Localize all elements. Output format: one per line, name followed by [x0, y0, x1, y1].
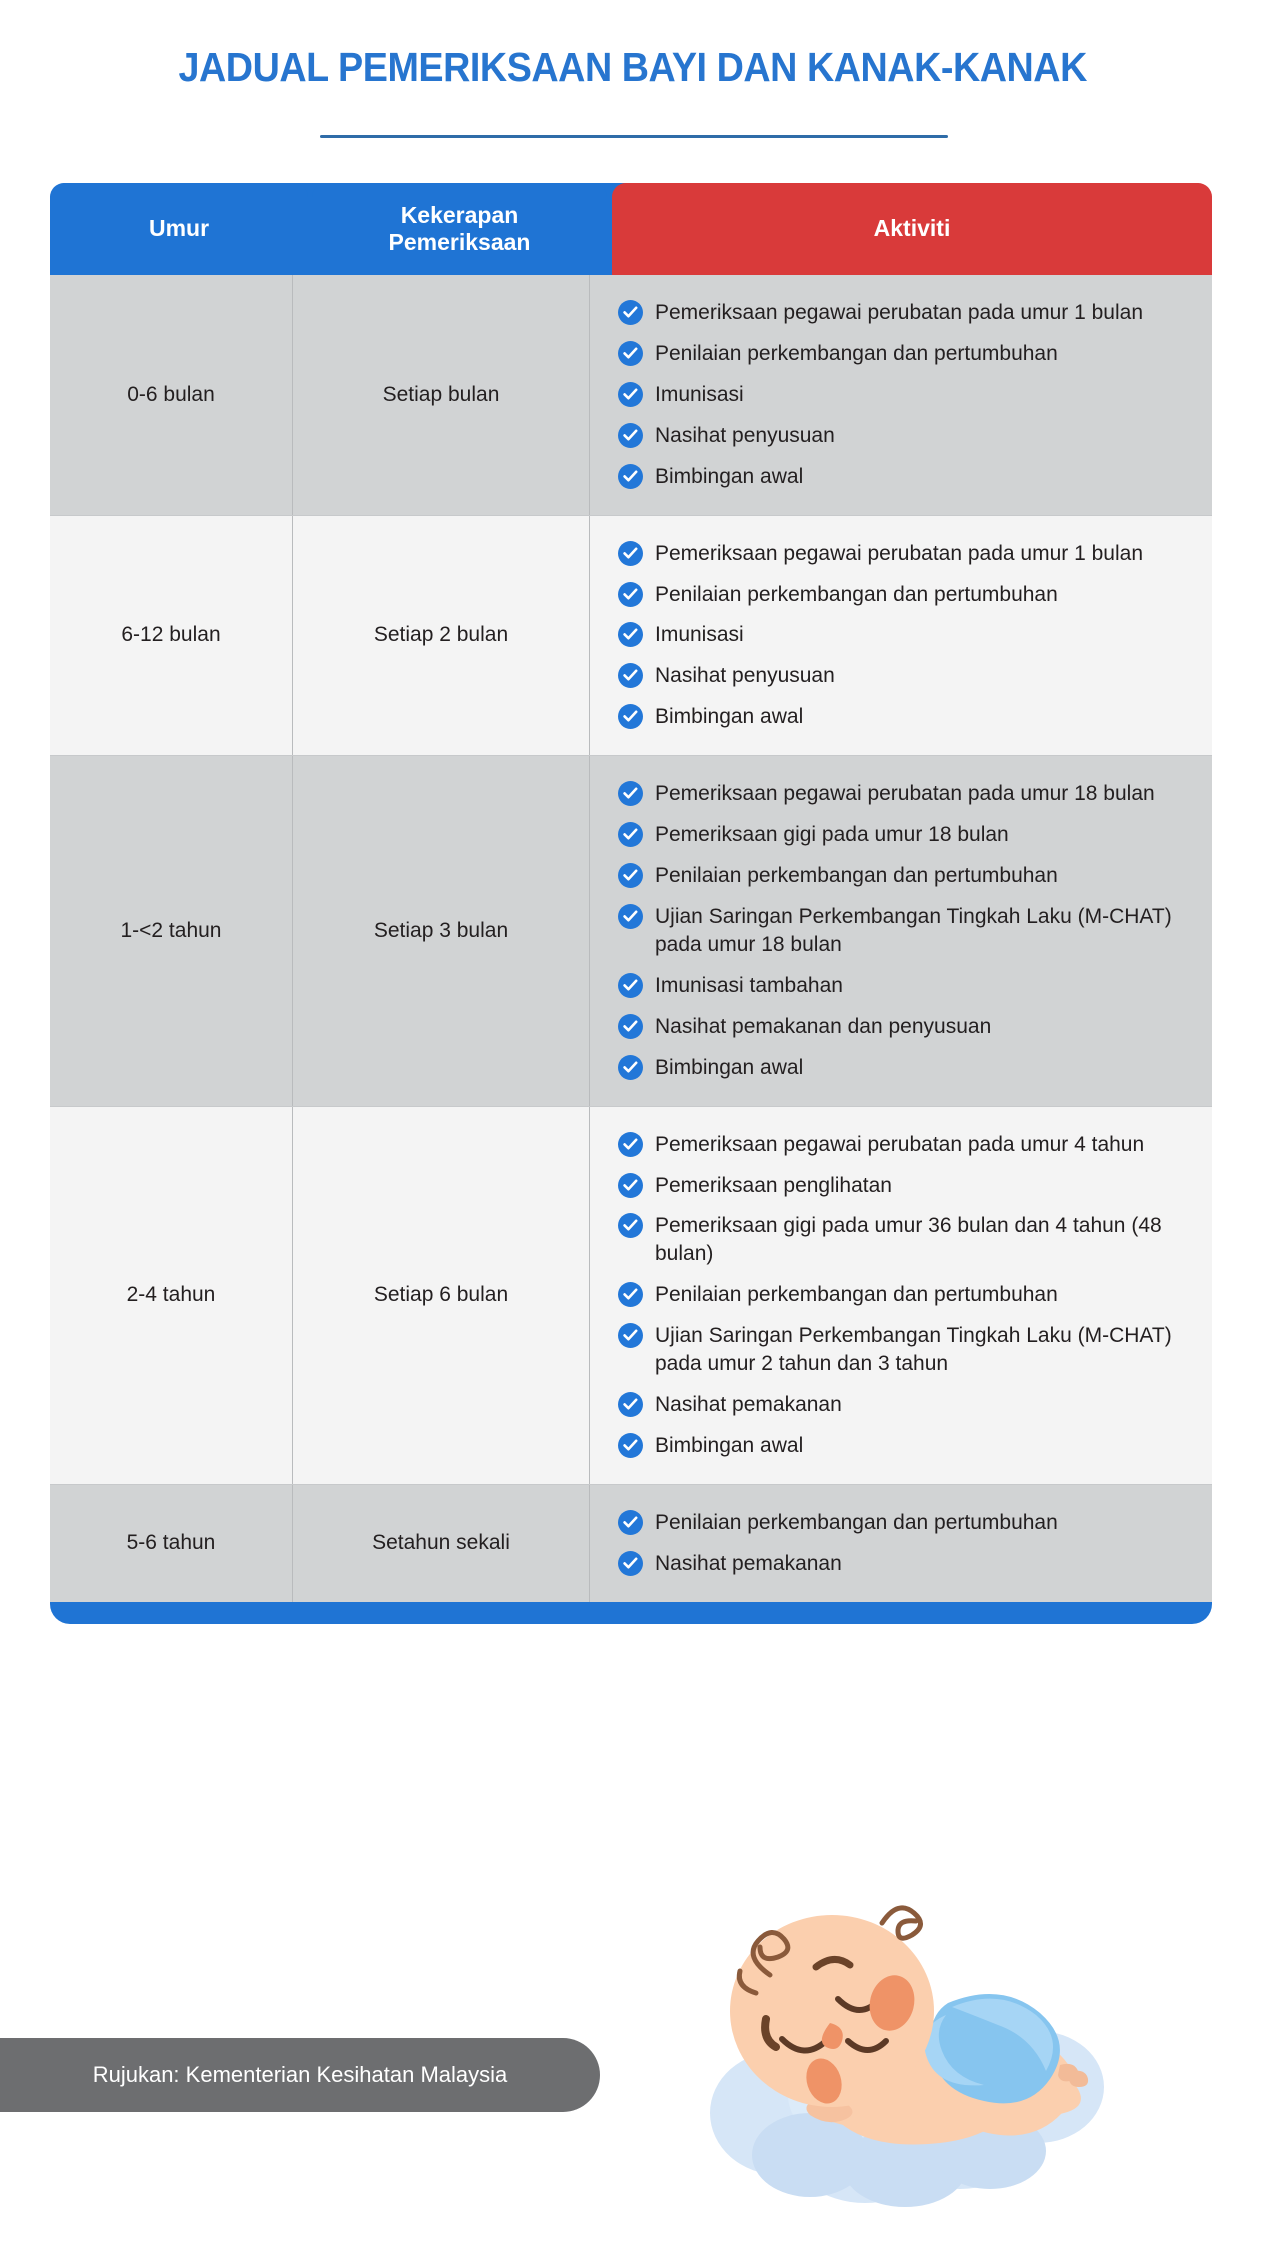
activity-text: Nasihat pemakanan: [655, 1551, 842, 1575]
check-circle-icon: [618, 1014, 643, 1039]
cell-age: 1-<2 tahun: [120, 918, 222, 942]
check-circle-icon: [618, 341, 643, 366]
cell-frequency: Setiap 2 bulan: [292, 516, 590, 756]
activity-text: Pemeriksaan gigi pada umur 18 bulan: [655, 823, 1009, 847]
title-underline-divider: [320, 135, 948, 138]
cell-frequency: Setiap bulan: [292, 275, 590, 515]
check-circle-icon: [618, 1282, 643, 1307]
activity-text: Bimbingan awal: [655, 1055, 804, 1079]
activity-list-item: [618, 621, 1186, 649]
check-circle-icon: [618, 464, 643, 489]
check-circle-icon: [618, 904, 643, 929]
activity-list-item: [618, 1509, 1186, 1537]
table-row: [50, 1485, 1212, 1602]
activity-list-item: [618, 1054, 1186, 1082]
activity-list-item: [618, 1322, 1186, 1378]
activity-list-item: [618, 540, 1186, 568]
activity-text: Imunisasi: [655, 623, 744, 647]
baby-head: [730, 1908, 934, 2108]
activity-text: Pemeriksaan penglihatan: [655, 1173, 892, 1197]
cell-age: 0-6 bulan: [127, 382, 215, 406]
activity-list-item: [618, 1550, 1186, 1578]
activity-list-item: [618, 299, 1186, 327]
check-circle-icon: [618, 423, 643, 448]
column-header-frequency-label-line1: Kekerapan: [400, 201, 519, 228]
reference-text: Rujukan: Kementerian Kesihatan Malaysia: [92, 2062, 508, 2087]
activity-text: Nasihat penyusuan: [655, 664, 835, 688]
column-header-frequency-label-line2: Pemeriksaan: [388, 229, 531, 255]
column-header-activity: [612, 183, 1212, 275]
column-header-age-label: Umur: [148, 215, 210, 242]
check-circle-icon: [618, 622, 643, 647]
table-row: [50, 1107, 1212, 1485]
column-header-activity-label: Aktiviti: [873, 215, 951, 242]
check-circle-icon: [618, 582, 643, 607]
activity-text: Nasihat pemakanan dan penyusuan: [655, 1014, 992, 1038]
activity-list-item: [618, 422, 1186, 450]
activity-list-item: [618, 1391, 1186, 1419]
table-body: [50, 275, 1212, 1602]
table-row: [50, 756, 1212, 1106]
activity-list-item: [618, 862, 1186, 890]
column-header-frequency: [312, 183, 607, 275]
page-title: JADUAL PEMERIKSAAN BAYI DAN KANAK-KANAK: [178, 44, 1087, 90]
check-circle-icon: [618, 973, 643, 998]
sleeping-baby-on-cloud-illustration: [660, 1855, 1140, 2215]
activity-list-item: [618, 703, 1186, 731]
checkup-schedule-table: [50, 183, 1212, 1602]
activity-text: Bimbingan awal: [655, 1433, 804, 1457]
activity-list-item: [618, 1281, 1186, 1309]
page-title-container: [0, 44, 1265, 91]
cell-age: 5-6 tahun: [126, 1531, 216, 1555]
check-circle-icon: [618, 1055, 643, 1080]
cell-frequency: Setiap 6 bulan: [292, 1107, 590, 1484]
cell-frequency: Setiap 3 bulan: [292, 756, 590, 1105]
activity-list-item: [618, 581, 1186, 609]
check-circle-icon: [618, 1132, 643, 1157]
activity-list-item: [618, 1131, 1186, 1159]
table-header-row: [50, 183, 1212, 275]
reference-footer-pill: [0, 2038, 600, 2112]
check-circle-icon: [618, 663, 643, 688]
activity-text: Pemeriksaan pegawai perubatan pada umur 1 bulan: [655, 541, 1143, 565]
activity-list-item: [618, 463, 1186, 491]
activity-text: Pemeriksaan pegawai perubatan pada umur 18 bulan: [655, 782, 1155, 806]
activity-text: Penilaian perkembangan dan pertumbuhan: [655, 582, 1058, 606]
check-circle-icon: [618, 1392, 643, 1417]
cell-activity-list: [590, 1485, 1212, 1602]
activity-text: Pemeriksaan gigi pada umur 36 bulan dan 4 tahun (48 bulan): [655, 1214, 1162, 1266]
cell-age: 6-12 bulan: [121, 623, 221, 647]
activity-list-item: [618, 903, 1186, 959]
check-circle-icon: [618, 1213, 643, 1238]
activity-text: Ujian Saringan Perkembangan Tingkah Laku (M-CHAT) pada umur 18 bulan: [655, 904, 1172, 956]
cell-age: 2-4 tahun: [126, 1283, 216, 1307]
check-circle-icon: [618, 1551, 643, 1576]
check-circle-icon: [618, 863, 643, 888]
activity-list-item: [618, 662, 1186, 690]
activity-text: Imunisasi tambahan: [655, 973, 843, 997]
check-circle-icon: [618, 822, 643, 847]
activity-text: Penilaian perkembangan dan pertumbuhan: [655, 864, 1058, 888]
activity-list-item: [618, 972, 1186, 1000]
activity-text: Pemeriksaan pegawai perubatan pada umur 1 bulan: [655, 301, 1143, 324]
activity-list-item: [618, 381, 1186, 409]
check-circle-icon: [618, 1510, 643, 1535]
activity-list-item: [618, 1432, 1186, 1460]
activity-list-item: [618, 1172, 1186, 1200]
cell-frequency: Setahun sekali: [292, 1485, 590, 1602]
activity-list-item: [618, 821, 1186, 849]
check-circle-icon: [618, 704, 643, 729]
cell-activity-list: [590, 516, 1212, 756]
activity-text: Nasihat penyusuan: [655, 423, 835, 447]
activity-text: Bimbingan awal: [655, 705, 804, 729]
activity-text: Pemeriksaan pegawai perubatan pada umur 4 tahun: [655, 1132, 1145, 1156]
activity-list-item: [618, 780, 1186, 808]
cell-activity-list: [590, 756, 1212, 1105]
activity-text: Ujian Saringan Perkembangan Tingkah Laku (M-CHAT) pada umur 2 tahun dan 3 tahun: [655, 1324, 1172, 1376]
check-circle-icon: [618, 382, 643, 407]
check-circle-icon: [618, 300, 643, 325]
table-row: [50, 275, 1212, 516]
check-circle-icon: [618, 1323, 643, 1348]
activity-text: Penilaian perkembangan dan pertumbuhan: [655, 341, 1058, 365]
activity-list-item: [618, 340, 1186, 368]
table-row: [50, 516, 1212, 757]
activity-text: Penilaian perkembangan dan pertumbuhan: [655, 1510, 1058, 1534]
activity-text: Nasihat pemakanan: [655, 1393, 842, 1417]
column-header-age: [50, 183, 308, 275]
check-circle-icon: [618, 1173, 643, 1198]
check-circle-icon: [618, 541, 643, 566]
activity-list-item: [618, 1212, 1186, 1268]
cell-activity-list: [590, 275, 1212, 515]
activity-text: Penilaian perkembangan dan pertumbuhan: [655, 1283, 1058, 1307]
cell-activity-list: [590, 1107, 1212, 1484]
activity-text: Bimbingan awal: [655, 464, 804, 488]
check-circle-icon: [618, 781, 643, 806]
check-circle-icon: [618, 1433, 643, 1458]
activity-list-item: [618, 1013, 1186, 1041]
activity-text: Imunisasi: [655, 382, 744, 406]
